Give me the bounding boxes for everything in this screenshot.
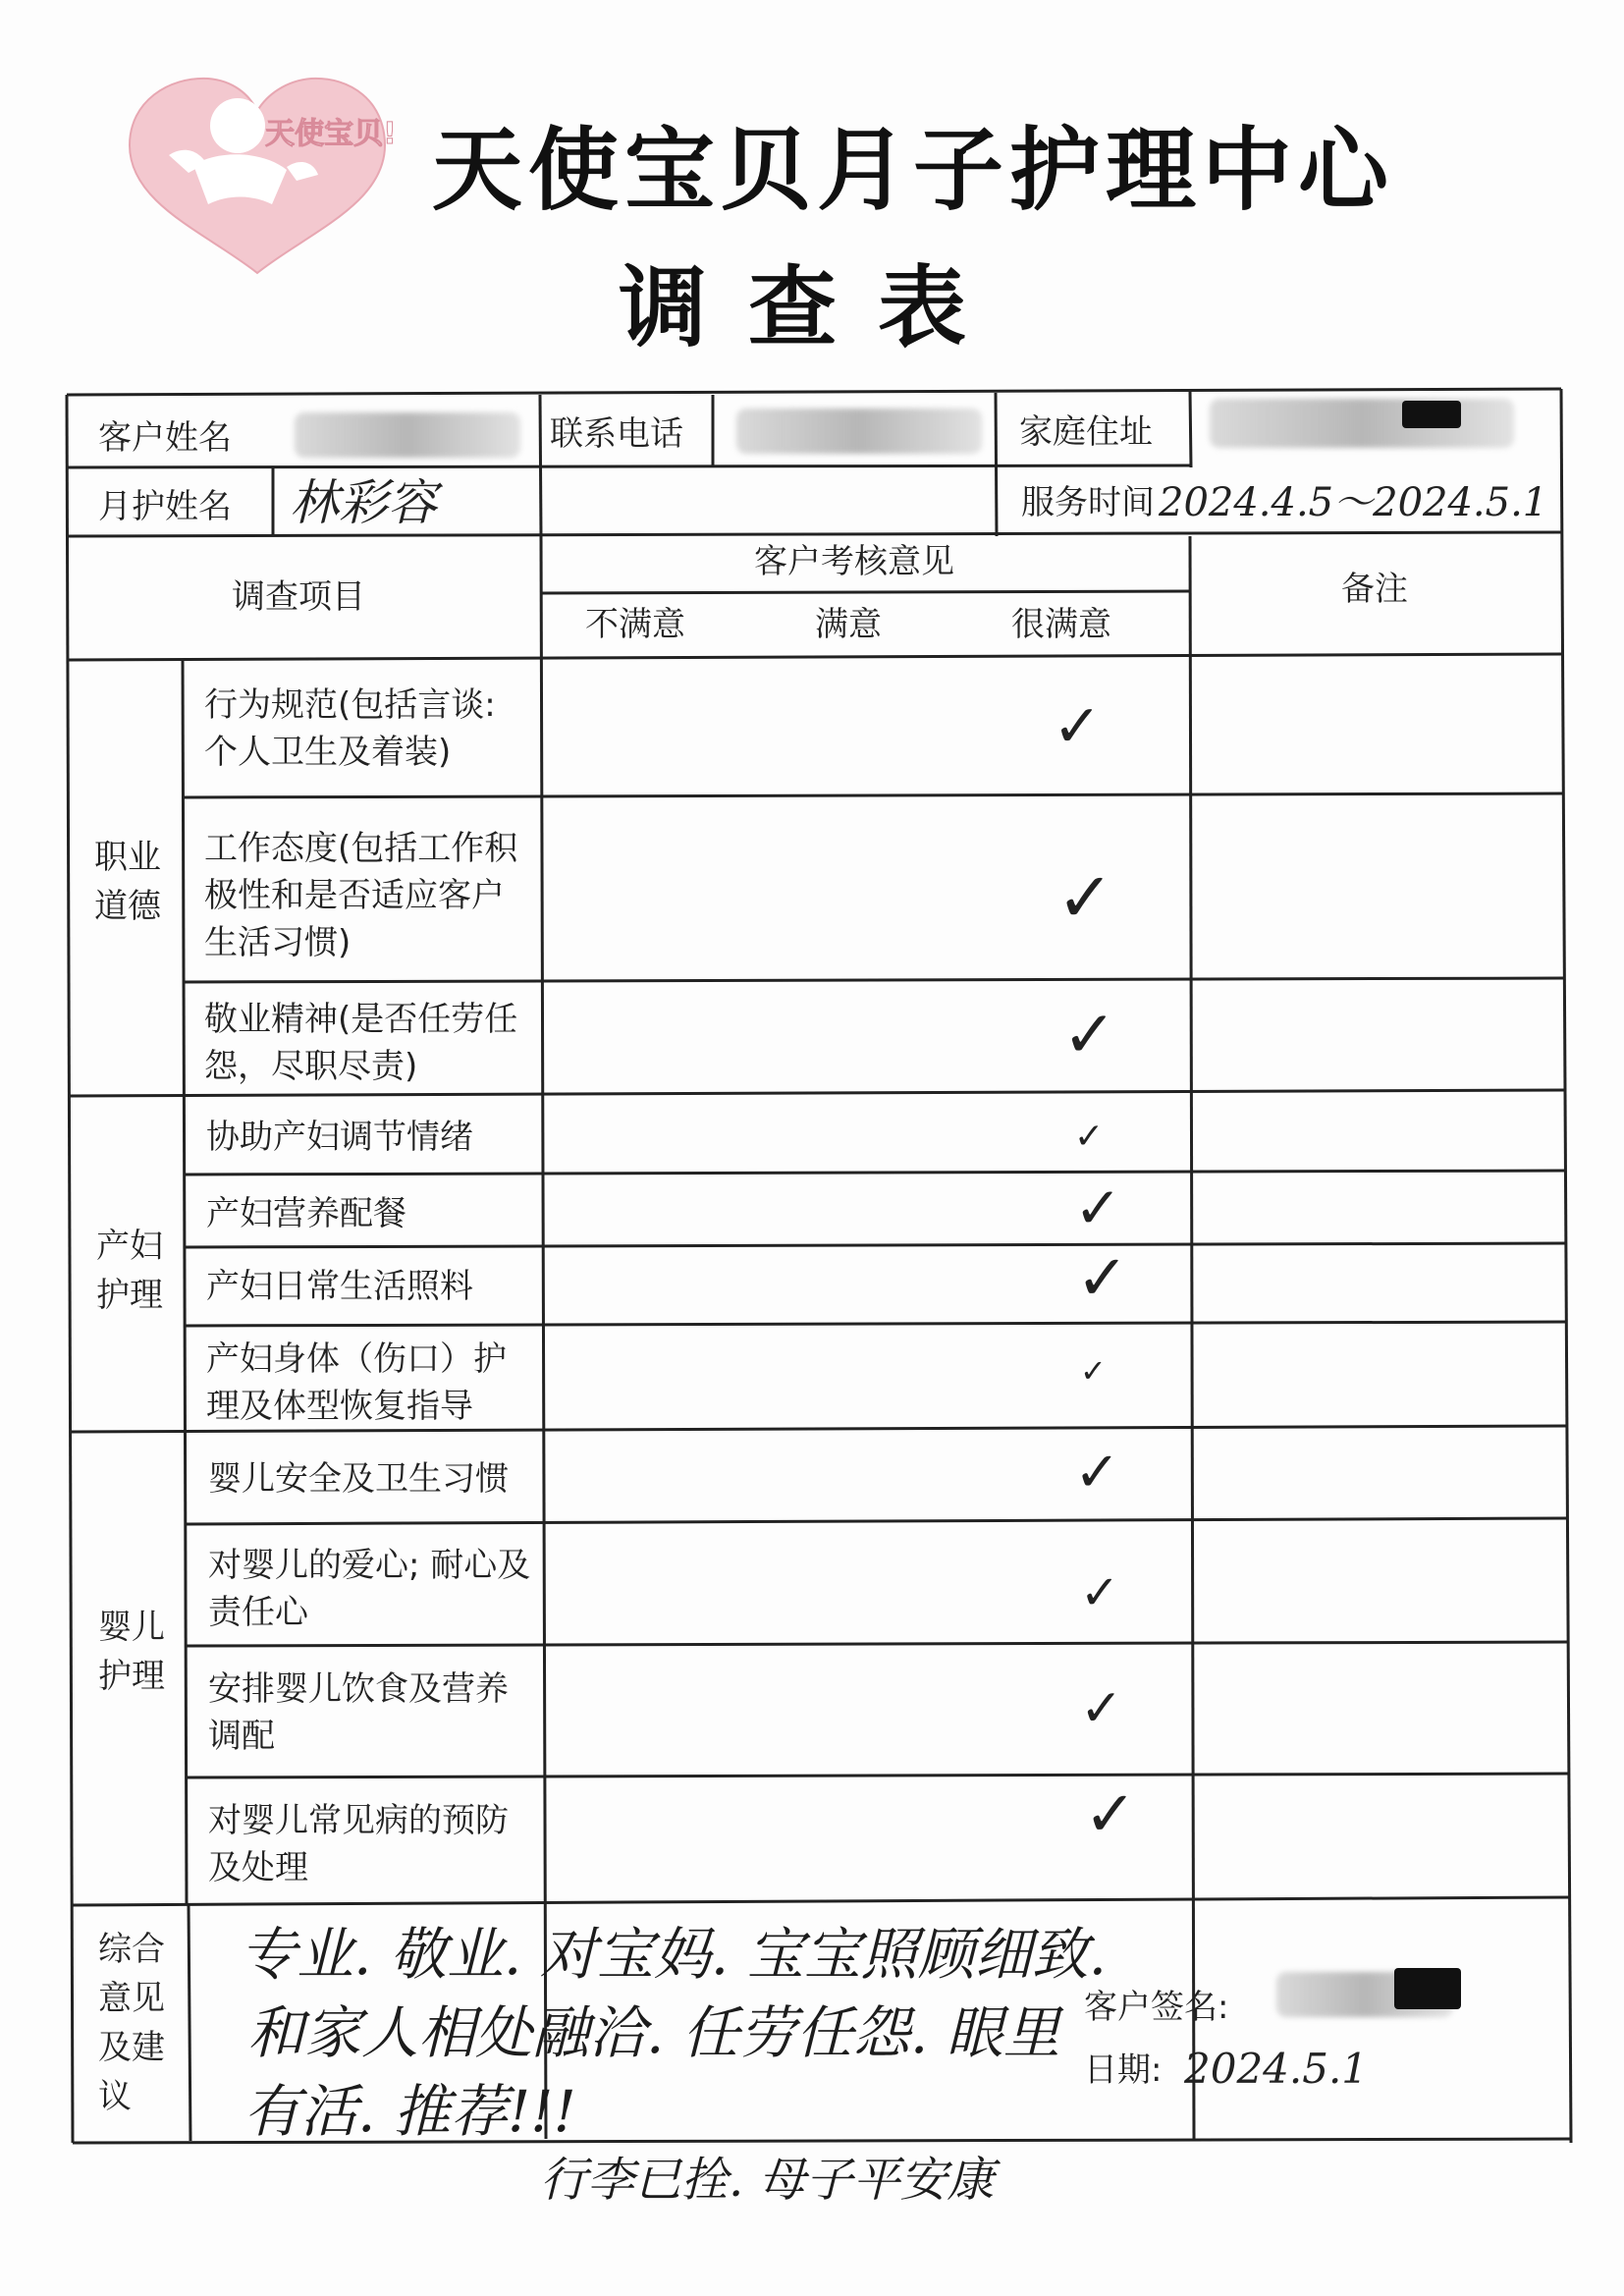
- footer-handwritten-note: 行李已拴. 母子平安康: [540, 2153, 995, 2208]
- item-label: 行为规范(包括言谈:个人卫生及着装): [204, 685, 496, 772]
- group-mother-care: 产妇护理: [96, 1227, 163, 1315]
- group-ethics: 职业道德: [94, 838, 161, 926]
- check-mark: ✓: [1056, 857, 1114, 938]
- signature-label: 客户签名:: [1084, 1988, 1229, 2027]
- phone-label: 联系电话: [550, 414, 683, 454]
- col-unsatisfied-header: 不满意: [585, 605, 685, 644]
- logo-text: 天使宝贝!: [265, 117, 397, 151]
- date-label: 日期:: [1084, 2050, 1163, 2090]
- client-opinion-header: 客户考核意见: [754, 542, 954, 581]
- remark-header: 备注: [1341, 570, 1408, 609]
- check-mark: ✓: [1053, 692, 1103, 761]
- service-time-value: 2024.4.5～2024.5.1: [1159, 480, 1548, 525]
- check-mark: ✓: [1076, 1242, 1129, 1315]
- summary-label: 综合意见及建议: [98, 1930, 165, 2116]
- page-subtitle: 调查表: [619, 256, 1007, 359]
- col-very-satisfied-header: 很满意: [1011, 605, 1111, 644]
- check-mark: ✓: [1084, 1778, 1137, 1851]
- item-label: 安排婴儿饮食及营养调配: [208, 1669, 509, 1756]
- date-value: 2024.5.1: [1184, 2045, 1369, 2093]
- item-label: 对婴儿的爱心; 耐心及责任心: [208, 1546, 531, 1632]
- item-label: 产妇日常生活照料: [206, 1267, 473, 1306]
- item-label: 产妇营养配餐: [206, 1194, 406, 1233]
- item-label: 协助产妇调节情绪: [206, 1118, 473, 1157]
- group-baby-care: 婴儿护理: [98, 1608, 165, 1696]
- service-time-label: 服务时间: [1021, 483, 1155, 522]
- item-label: 婴儿安全及卫生习惯: [208, 1459, 509, 1499]
- address-redacted: [1210, 399, 1514, 448]
- client-name-redacted: [295, 412, 520, 458]
- angel-baby-logo: [90, 57, 414, 283]
- survey-item-header: 调查项目: [232, 577, 365, 617]
- summary-line-2: 和家人相处融洽. 任劳任怨. 眼里: [247, 1999, 1060, 2066]
- item-label: 敬业精神(是否任劳任怨，尽职尽责): [204, 1000, 518, 1086]
- address-label: 家庭住址: [1019, 412, 1153, 452]
- page-title: 天使宝贝月子护理中心: [432, 118, 1395, 223]
- client-name-label: 客户姓名: [98, 418, 232, 458]
- check-mark: ✓: [1080, 1352, 1107, 1390]
- nurse-name-value: 林彩容: [290, 474, 437, 531]
- summary-line-1: 专业. 敬业. 对宝妈. 宝宝照顾细致.: [240, 1921, 1108, 1988]
- nurse-name-label: 月护姓名: [98, 487, 232, 526]
- check-mark: ✓: [1074, 1117, 1105, 1157]
- check-mark: ✓: [1080, 1679, 1123, 1738]
- check-mark: ✓: [1062, 997, 1117, 1072]
- check-mark: ✓: [1080, 1565, 1120, 1620]
- item-label: 对婴儿常见病的预防及处理: [208, 1801, 509, 1887]
- item-label: 产妇身体（伤口）护理及体型恢复指导: [206, 1339, 507, 1426]
- phone-redacted: [736, 409, 982, 454]
- item-label: 工作态度(包括工作积极性和是否适应客户生活习惯): [204, 829, 518, 962]
- signature-redaction-block: [1394, 1968, 1461, 2009]
- check-mark: ✓: [1074, 1441, 1120, 1504]
- col-satisfied-header: 满意: [815, 605, 882, 644]
- summary-line-3: 有活. 推荐!!!: [244, 2078, 576, 2145]
- check-mark: ✓: [1074, 1175, 1122, 1241]
- address-redaction-block: [1402, 401, 1461, 428]
